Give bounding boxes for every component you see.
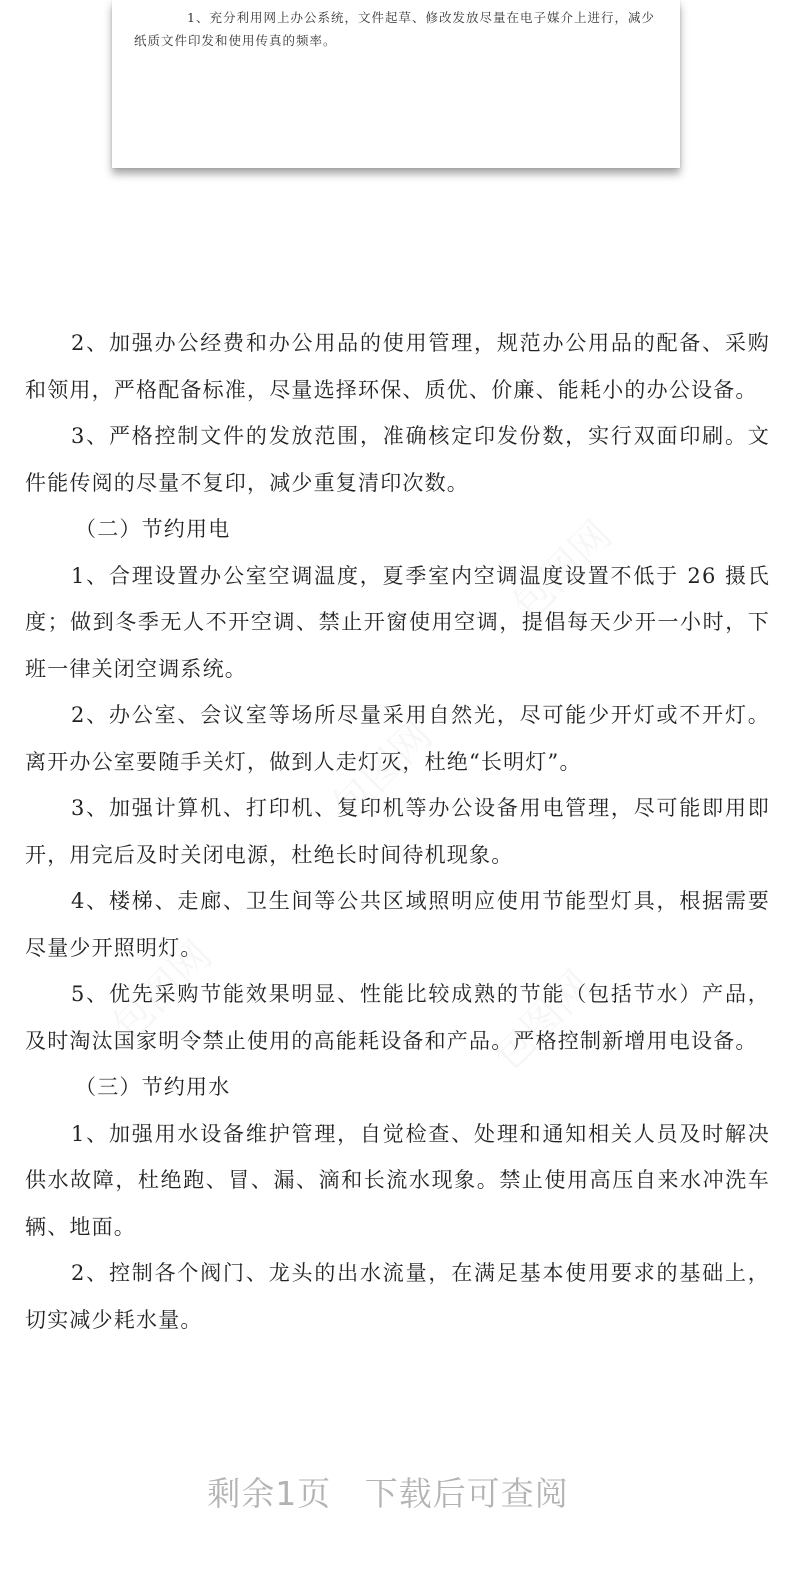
body-paragraph: 3、加强计算机、打印机、复印机等办公设备用电管理，尽可能即用即开，用完后及时关闭电源，杜绝长时间待机现象。 <box>25 796 770 867</box>
body-paragraph: 2、加强办公经费和办公用品的使用管理，规范办公用品的配备、采购和领用，严格配备标准，尽量选择环保、质优、价廉、能耗小的办公设备。 <box>25 331 770 402</box>
body-paragraph: 4、楼梯、走廊、卫生间等公共区域照明应使用节能型灯具，根据需要尽量少开照明灯。 <box>25 889 770 960</box>
body-paragraph: 2、控制各个阀门、龙头的出水流量，在满足基本使用要求的基础上，切实减少耗水量。 <box>25 1261 770 1332</box>
preview-paragraph: 1、充分利用网上办公系统，文件起草、修改发放尽量在电子媒介上进行，减少纸质文件印发和使用传真的频率。 <box>134 10 655 48</box>
section-heading: （二）节约用电 <box>75 517 231 541</box>
document-body <box>25 320 770 1343</box>
section-heading: （三）节约用水 <box>75 1075 231 1099</box>
body-paragraph: 2、办公室、会议室等场所尽量采用自然光，尽可能少开灯或不开灯。离开办公室要随手关灯，做到人走灯灭，杜绝“长明灯”。 <box>25 703 770 774</box>
preview-page-card <box>112 0 680 168</box>
body-paragraph: 1、合理设置办公室空调温度，夏季室内空调温度设置不低于 26 摄氏度；做到冬季无人不开空调、禁止开窗使用空调，提倡每天少开一小时，下班一律关闭空调系统。 <box>25 563 770 681</box>
remaining-pages-download-link[interactable]: 剩余1页 下载后可查阅 <box>207 1474 569 1513</box>
body-paragraph: 3、严格控制文件的发放范围，准确核定印发份数，实行双面印刷。文件能传阅的尽量不复印，减少重复清印次数。 <box>25 424 770 495</box>
body-paragraph: 1、加强用水设备维护管理，自觉检查、处理和通知相关人员及时解决供水故障，杜绝跑、冒、漏、滴和长流水现象。禁止使用高压自来水冲洗车辆、地面。 <box>25 1121 770 1239</box>
body-paragraph: 5、优先采购节能效果明显、性能比较成熟的节能（包括节水）产品，及时淘汰国家明令禁止使用的高能耗设备和产品。严格控制新增用电设备。 <box>25 982 770 1053</box>
